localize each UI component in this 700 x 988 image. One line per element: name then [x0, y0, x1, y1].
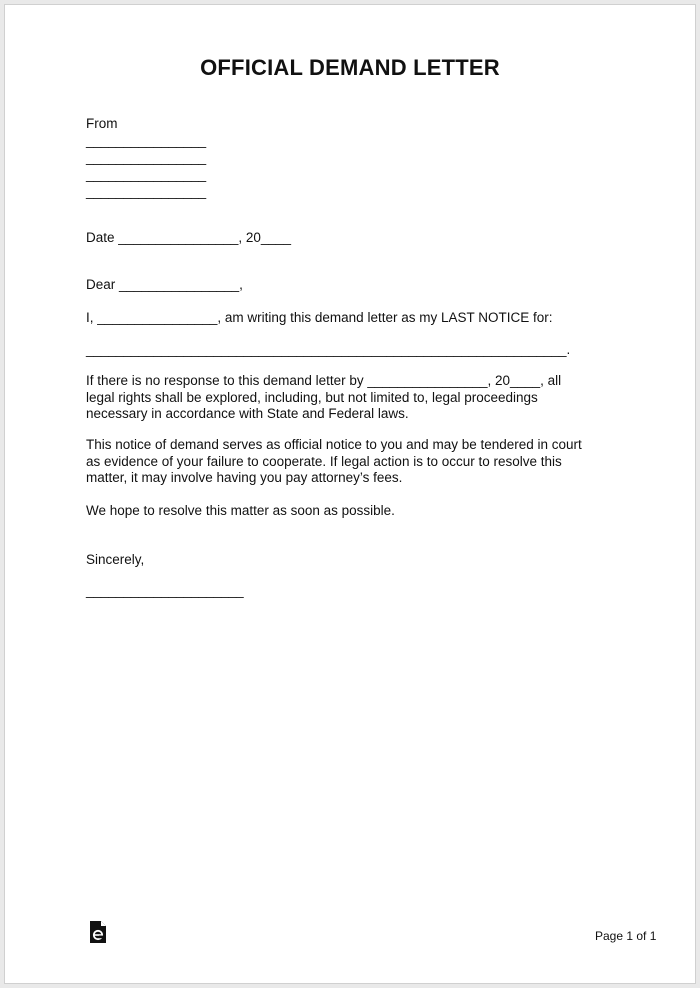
eforms-logo-icon — [89, 920, 107, 944]
intro-line: I, ________________, am writing this demand letter as my LAST NOTICE for: — [86, 310, 553, 325]
paragraph-line: matter, it may involve having you pay attorney’s fees. — [86, 470, 403, 485]
sincerely-line: Sincerely, — [86, 552, 145, 567]
paragraph-line: This notice of demand serves as official notice to you and may be tendered in court — [86, 437, 582, 452]
document-title: OFFICIAL DEMAND LETTER — [200, 55, 500, 80]
signature-line: _____________________ — [86, 583, 244, 598]
from-line-1: ________________ — [86, 133, 207, 148]
from-line-3: ________________ — [86, 167, 207, 182]
paragraph-line: as evidence of your failure to cooperate. If legal action is to occur to resolve this — [86, 453, 562, 469]
from-label: From — [86, 116, 118, 131]
page-number: Page 1 of 1 — [595, 929, 657, 943]
notice-blank-line: ________________________________________________________________. — [86, 342, 571, 357]
paragraph-line: legal rights shall be explored, including, but not limited to, legal proceedings — [86, 389, 538, 405]
from-line-2: ________________ — [86, 150, 207, 165]
paragraph-line: If there is no response to this demand letter by ________________, 20____, all — [86, 373, 562, 388]
salutation-line: Dear ________________, — [86, 277, 243, 292]
paragraph-line: necessary in accordance with State and Federal laws. — [86, 406, 409, 421]
date-line: Date ________________, 20____ — [86, 230, 291, 245]
response-paragraph — [86, 373, 626, 423]
closing-hope-line: We hope to resolve this matter as soon as possible. — [86, 503, 395, 518]
notice-paragraph — [86, 437, 626, 487]
from-line-4: ________________ — [86, 184, 207, 199]
